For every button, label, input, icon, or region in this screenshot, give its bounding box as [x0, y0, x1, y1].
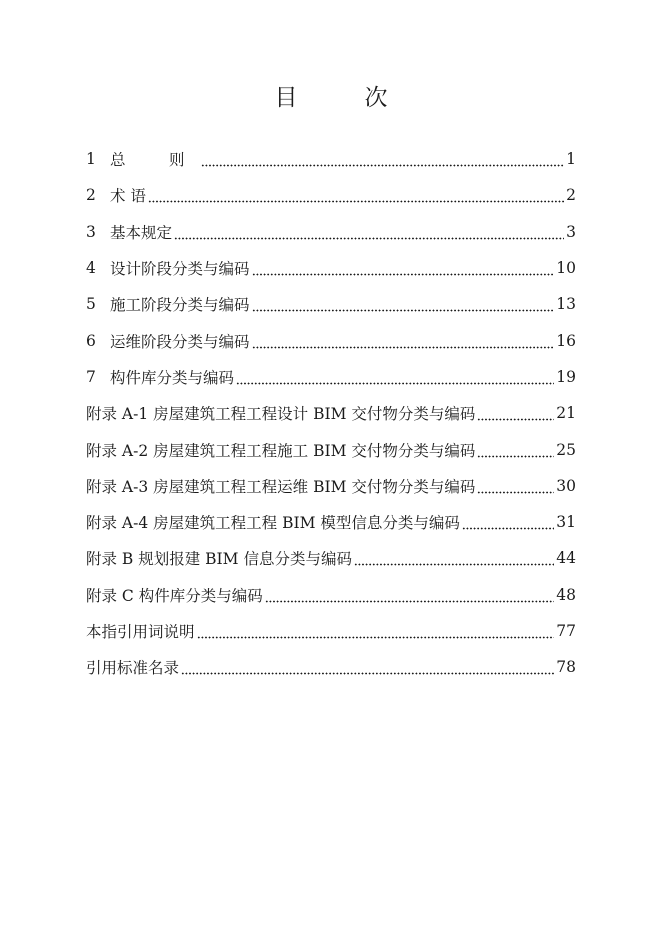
toc-entry-title: 附录 A-1 房屋建筑工程工程设计 BIM 交付物分类与编码: [86, 405, 476, 424]
toc-entry[interactable]: [86, 504, 576, 540]
toc-dot-leader: [181, 659, 554, 675]
toc-entry-page: 31: [556, 513, 576, 532]
toc-entry-page: 21: [556, 404, 576, 423]
toc-entry[interactable]: [86, 540, 576, 576]
toc-entry-number: 7: [86, 367, 96, 386]
toc-entry-page: 1: [566, 150, 576, 169]
toc-dot-leader: [236, 369, 554, 385]
toc-entry[interactable]: [86, 431, 576, 467]
toc-entry-title: 附录 C 构件库分类与编码: [86, 586, 263, 605]
toc-entry-title: 附录 A-4 房屋建筑工程工程 BIM 模型信息分类与编码: [86, 514, 460, 533]
toc-entry[interactable]: [86, 577, 576, 613]
toc-dot-leader: [477, 478, 554, 494]
toc-entry[interactable]: [86, 395, 576, 431]
toc-dot-leader: [197, 623, 555, 639]
toc-entry-page: 2: [566, 186, 576, 205]
toc-entry[interactable]: [86, 649, 576, 685]
toc-entry-title: 施工阶段分类与编码: [110, 296, 250, 315]
toc-dot-leader: [201, 151, 565, 167]
toc-entry-page: 77: [556, 622, 576, 640]
toc-dot-leader: [477, 405, 554, 421]
toc-entry-page: 48: [556, 585, 576, 604]
toc-entry-page: 78: [556, 658, 576, 677]
toc-entry-page: 3: [566, 222, 576, 241]
toc-entry[interactable]: [86, 613, 576, 649]
toc-entry[interactable]: [86, 177, 576, 213]
toc-entry-number: 4: [86, 259, 96, 278]
toc-entry-page: 30: [556, 476, 576, 495]
toc-entry[interactable]: [86, 141, 576, 177]
toc-entry-number: 1: [86, 150, 96, 169]
toc-entry-page: 44: [556, 549, 576, 568]
toc-entry-title: 构件库分类与编码: [110, 368, 235, 387]
toc-entry-title: 设计阶段分类与编码: [110, 260, 250, 279]
toc-entry[interactable]: [86, 359, 576, 395]
toc-entry[interactable]: [86, 468, 576, 504]
toc-entry-title: 基本规定: [110, 223, 173, 242]
toc-entry[interactable]: [86, 322, 576, 358]
toc-entry-number: 2: [86, 186, 96, 205]
toc-entry-number: 3: [86, 222, 96, 241]
toc-dot-leader: [148, 187, 564, 203]
toc-dot-leader: [252, 296, 555, 312]
toc-entry[interactable]: [86, 250, 576, 286]
toc-dot-leader: [354, 550, 554, 566]
toc-dot-leader: [462, 514, 554, 530]
table-of-contents: [86, 141, 576, 685]
toc-entry-title: 引用标准名录: [86, 659, 180, 678]
toc-entry-page: 25: [556, 440, 576, 459]
toc-entry-title: 附录 B 规划报建 BIM 信息分类与编码: [86, 550, 352, 569]
toc-dot-leader: [174, 224, 564, 240]
toc-entry[interactable]: [86, 214, 576, 250]
toc-entry-page: 10: [556, 259, 576, 278]
toc-entry-page: 19: [556, 367, 576, 386]
toc-dot-leader: [265, 587, 555, 603]
toc-entry-page: 16: [556, 331, 576, 350]
toc-entry-title: 附录 A-2 房屋建筑工程工程施工 BIM 交付物分类与编码: [86, 441, 476, 460]
toc-entry-title: 术 语: [110, 187, 146, 206]
toc-dot-leader: [252, 333, 555, 349]
toc-entry-title: 总 则: [110, 151, 199, 170]
toc-entry-number: 6: [86, 331, 96, 350]
toc-entry-title: 运维阶段分类与编码: [110, 332, 250, 351]
page-title: 目 次: [274, 85, 410, 111]
toc-entry-page: 13: [556, 295, 576, 314]
toc-entry-title: 本指引用词说明: [86, 623, 195, 641]
toc-entry[interactable]: [86, 286, 576, 322]
toc-dot-leader: [477, 442, 554, 458]
toc-entry-number: 5: [86, 295, 96, 314]
toc-dot-leader: [252, 260, 555, 276]
toc-entry-title: 附录 A-3 房屋建筑工程工程运维 BIM 交付物分类与编码: [86, 477, 476, 496]
